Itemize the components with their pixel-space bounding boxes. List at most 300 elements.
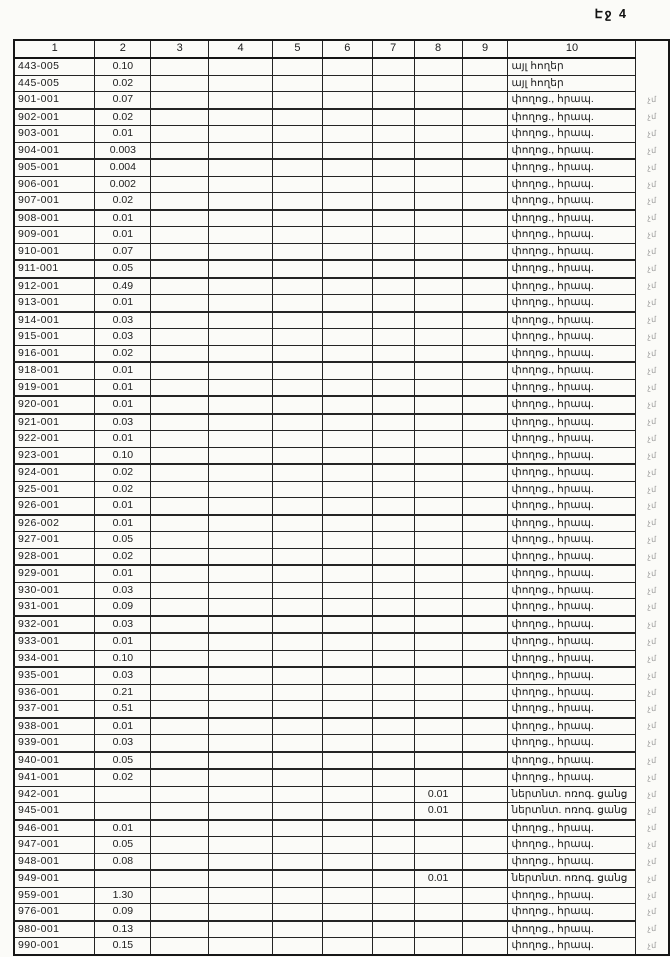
margin-mark: չմ: [636, 92, 669, 109]
cell-parcel-code: 904-001: [14, 142, 95, 159]
cell-empty: [209, 481, 273, 498]
table-row: [14, 921, 669, 938]
cell-empty: [372, 803, 414, 820]
cell-empty: [462, 159, 508, 176]
table-row: [14, 616, 669, 634]
margin-mark: չմ: [636, 481, 669, 498]
cell-empty: [322, 312, 372, 329]
cell-area-value: 0.03: [95, 312, 151, 329]
cell-empty: [372, 667, 414, 684]
cell-irrigation-value: [414, 599, 462, 616]
cell-parcel-code: 916-001: [14, 345, 95, 362]
column-header-7: 7: [372, 40, 414, 58]
header-row: [14, 40, 669, 58]
cell-land-use: փողոց., հրապ.: [508, 718, 636, 735]
cell-area-value: 0.05: [95, 752, 151, 770]
cell-empty: [209, 447, 273, 464]
cell-irrigation-value: [414, 227, 462, 244]
cell-parcel-code: 901-001: [14, 92, 95, 109]
cell-empty: [322, 870, 372, 887]
cell-empty: [209, 599, 273, 616]
cell-empty: [322, 684, 372, 701]
cell-parcel-code: 911-001: [14, 260, 95, 278]
cell-empty: [372, 853, 414, 870]
cell-area-value: 0.01: [95, 210, 151, 227]
cell-parcel-code: 920-001: [14, 396, 95, 414]
cell-empty: [372, 362, 414, 379]
cell-parcel-code: 919-001: [14, 379, 95, 396]
cell-empty: [151, 464, 209, 481]
table-row: [14, 210, 669, 227]
cell-empty: [209, 548, 273, 565]
cell-parcel-code: 933-001: [14, 633, 95, 650]
cell-land-use: փողոց., հրապ.: [508, 616, 636, 634]
margin-mark: չմ: [636, 295, 669, 312]
cell-empty: [209, 126, 273, 143]
cell-empty: [209, 498, 273, 515]
cell-parcel-code: 928-001: [14, 548, 95, 565]
cell-empty: [209, 515, 273, 532]
cell-empty: [322, 193, 372, 210]
cell-empty: [462, 565, 508, 582]
cell-empty: [273, 616, 323, 634]
table-row: [14, 345, 669, 362]
cell-empty: [151, 362, 209, 379]
cell-parcel-code: 915-001: [14, 329, 95, 346]
cell-irrigation-value: [414, 735, 462, 752]
table-body: [14, 58, 669, 955]
cell-area-value: 0.03: [95, 329, 151, 346]
cell-land-use: փողոց., հրապ.: [508, 599, 636, 616]
cell-empty: [151, 227, 209, 244]
cell-empty: [273, 735, 323, 752]
margin-mark: չմ: [636, 735, 669, 752]
cell-area-value: 0.02: [95, 193, 151, 210]
cell-empty: [322, 633, 372, 650]
cell-empty: [209, 701, 273, 718]
cell-empty: [462, 126, 508, 143]
cell-area-value: [95, 803, 151, 820]
cell-empty: [209, 803, 273, 820]
cell-empty: [462, 498, 508, 515]
cell-empty: [322, 752, 372, 770]
cell-empty: [273, 904, 323, 921]
cell-empty: [372, 599, 414, 616]
cell-land-use: փողոց., հրապ.: [508, 92, 636, 109]
cell-empty: [273, 176, 323, 193]
cell-irrigation-value: [414, 633, 462, 650]
cell-irrigation-value: [414, 582, 462, 599]
cell-empty: [322, 243, 372, 260]
cell-parcel-code: 949-001: [14, 870, 95, 887]
cell-empty: [151, 752, 209, 770]
cell-empty: [462, 464, 508, 481]
cell-empty: [372, 58, 414, 75]
cell-empty: [372, 464, 414, 481]
cell-empty: [322, 260, 372, 278]
cell-area-value: 0.01: [95, 515, 151, 532]
table-row: [14, 904, 669, 921]
cell-empty: [273, 210, 323, 227]
cell-empty: [462, 362, 508, 379]
cell-parcel-code: 909-001: [14, 227, 95, 244]
cell-parcel-code: 980-001: [14, 921, 95, 938]
table-row: [14, 329, 669, 346]
cell-empty: [372, 633, 414, 650]
cell-area-value: 0.003: [95, 142, 151, 159]
cell-empty: [151, 278, 209, 295]
table-row: [14, 379, 669, 396]
margin-mark: չմ: [636, 853, 669, 870]
cell-area-value: 0.03: [95, 667, 151, 684]
cell-empty: [151, 92, 209, 109]
cell-land-use: փողոց., հրապ.: [508, 887, 636, 904]
cell-empty: [322, 921, 372, 938]
cell-empty: [462, 109, 508, 126]
cell-empty: [322, 396, 372, 414]
cell-empty: [273, 786, 323, 803]
cell-empty: [151, 904, 209, 921]
cell-empty: [151, 532, 209, 549]
cell-empty: [273, 329, 323, 346]
table-row: [14, 92, 669, 109]
cell-irrigation-value: [414, 278, 462, 295]
cell-empty: [151, 650, 209, 667]
margin-mark: չմ: [636, 414, 669, 431]
cell-parcel-code: 936-001: [14, 684, 95, 701]
cell-empty: [372, 498, 414, 515]
cell-area-value: 0.09: [95, 904, 151, 921]
cell-empty: [372, 329, 414, 346]
cell-empty: [462, 260, 508, 278]
column-header-3: 3: [151, 40, 209, 58]
margin-mark: չմ: [636, 176, 669, 193]
cell-land-use: փողոց., հրապ.: [508, 565, 636, 582]
cell-empty: [151, 633, 209, 650]
cell-empty: [322, 159, 372, 176]
column-header-9: 9: [462, 40, 508, 58]
cell-area-value: 0.03: [95, 414, 151, 431]
cell-parcel-code: 912-001: [14, 278, 95, 295]
cell-land-use: փողոց., հրապ.: [508, 295, 636, 312]
cell-area-value: 0.03: [95, 582, 151, 599]
cell-empty: [462, 803, 508, 820]
margin-mark: չմ: [636, 904, 669, 921]
cell-empty: [273, 278, 323, 295]
cell-empty: [209, 718, 273, 735]
cell-empty: [462, 227, 508, 244]
cell-empty: [273, 938, 323, 955]
cell-empty: [322, 820, 372, 837]
cell-irrigation-value: [414, 159, 462, 176]
margin-mark: չմ: [636, 769, 669, 786]
margin-mark: չմ: [636, 565, 669, 582]
cell-parcel-code: 445-005: [14, 75, 95, 92]
margin-mark: չմ: [636, 159, 669, 176]
cell-parcel-code: 905-001: [14, 159, 95, 176]
cell-area-value: 0.002: [95, 176, 151, 193]
cell-land-use: փողոց., հրապ.: [508, 109, 636, 126]
cell-empty: [151, 921, 209, 938]
cell-empty: [273, 464, 323, 481]
cell-empty: [372, 414, 414, 431]
cell-empty: [372, 565, 414, 582]
cell-area-value: 0.03: [95, 735, 151, 752]
cell-parcel-code: 914-001: [14, 312, 95, 329]
cell-empty: [209, 667, 273, 684]
cell-empty: [273, 718, 323, 735]
cell-area-value: 0.51: [95, 701, 151, 718]
cell-empty: [209, 176, 273, 193]
cell-irrigation-value: [414, 938, 462, 955]
cell-empty: [151, 329, 209, 346]
cell-empty: [273, 870, 323, 887]
cell-area-value: 0.01: [95, 718, 151, 735]
cell-empty: [372, 447, 414, 464]
cell-area-value: 0.01: [95, 126, 151, 143]
cell-empty: [273, 227, 323, 244]
cell-irrigation-value: [414, 396, 462, 414]
margin-mark: չմ: [636, 650, 669, 667]
margin-mark: չմ: [636, 396, 669, 414]
cell-irrigation-value: [414, 752, 462, 770]
cell-empty: [372, 75, 414, 92]
cell-land-use: փողոց., հրապ.: [508, 481, 636, 498]
cell-land-use: փողոց., հրապ.: [508, 414, 636, 431]
cell-empty: [273, 431, 323, 448]
cell-area-value: 0.07: [95, 92, 151, 109]
cell-empty: [322, 938, 372, 955]
cell-empty: [151, 379, 209, 396]
cell-empty: [372, 312, 414, 329]
cell-irrigation-value: [414, 58, 462, 75]
cell-empty: [322, 58, 372, 75]
cell-empty: [151, 396, 209, 414]
cell-parcel-code: 938-001: [14, 718, 95, 735]
cell-parcel-code: 976-001: [14, 904, 95, 921]
cell-empty: [462, 193, 508, 210]
cell-area-value: 0.01: [95, 396, 151, 414]
cell-empty: [322, 295, 372, 312]
cell-irrigation-value: [414, 684, 462, 701]
cell-empty: [322, 904, 372, 921]
column-header-8: 8: [414, 40, 462, 58]
cell-empty: [462, 312, 508, 329]
table-row: [14, 75, 669, 92]
cell-land-use: փողոց., հրապ.: [508, 345, 636, 362]
cell-irrigation-value: [414, 243, 462, 260]
margin-mark: չմ: [636, 142, 669, 159]
cell-irrigation-value: 0.01: [414, 786, 462, 803]
cell-empty: [462, 532, 508, 549]
cell-empty: [273, 921, 323, 938]
cell-empty: [372, 260, 414, 278]
cadastral-table: [13, 39, 670, 956]
table-row: [14, 159, 669, 176]
table-row: [14, 633, 669, 650]
cell-irrigation-value: [414, 142, 462, 159]
table-row: [14, 599, 669, 616]
column-header-5: 5: [273, 40, 323, 58]
cell-empty: [372, 650, 414, 667]
cell-empty: [322, 498, 372, 515]
cell-parcel-code: 942-001: [14, 786, 95, 803]
cell-empty: [322, 227, 372, 244]
cell-area-value: 0.08: [95, 853, 151, 870]
cell-empty: [209, 193, 273, 210]
column-header-10: 10: [508, 40, 636, 58]
margin-mark: [636, 75, 669, 92]
cell-empty: [151, 548, 209, 565]
margin-mark: [636, 58, 669, 75]
cell-empty: [209, 227, 273, 244]
table-row: [14, 752, 669, 770]
cell-land-use: փողոց., հրապ.: [508, 904, 636, 921]
cell-parcel-code: 907-001: [14, 193, 95, 210]
cell-empty: [209, 769, 273, 786]
cell-parcel-code: 929-001: [14, 565, 95, 582]
cell-irrigation-value: [414, 498, 462, 515]
cell-area-value: 0.07: [95, 243, 151, 260]
margin-mark: չմ: [636, 921, 669, 938]
cell-empty: [462, 278, 508, 295]
cell-parcel-code: 902-001: [14, 109, 95, 126]
cell-irrigation-value: [414, 481, 462, 498]
cell-empty: [322, 278, 372, 295]
cell-irrigation-value: [414, 532, 462, 549]
cell-empty: [372, 176, 414, 193]
cell-empty: [322, 616, 372, 634]
cell-empty: [462, 921, 508, 938]
cell-land-use: փողոց., հրապ.: [508, 650, 636, 667]
cell-empty: [151, 498, 209, 515]
cell-land-use: փողոց., հրապ.: [508, 210, 636, 227]
cell-empty: [462, 837, 508, 854]
cell-empty: [462, 616, 508, 634]
cell-empty: [151, 176, 209, 193]
cell-empty: [462, 379, 508, 396]
cell-empty: [151, 684, 209, 701]
cell-empty: [209, 633, 273, 650]
table-row: [14, 481, 669, 498]
margin-mark: չմ: [636, 515, 669, 532]
margin-mark: չմ: [636, 870, 669, 887]
cell-empty: [322, 582, 372, 599]
cell-empty: [273, 260, 323, 278]
cell-land-use: փողոց., հրապ.: [508, 379, 636, 396]
cell-parcel-code: 932-001: [14, 616, 95, 634]
cell-empty: [209, 295, 273, 312]
margin-mark: չմ: [636, 464, 669, 481]
cell-empty: [151, 109, 209, 126]
margin-mark: չմ: [636, 329, 669, 346]
margin-mark: չմ: [636, 938, 669, 955]
cell-empty: [209, 58, 273, 75]
cell-empty: [322, 532, 372, 549]
table-row: [14, 582, 669, 599]
cell-empty: [462, 938, 508, 955]
cell-empty: [372, 820, 414, 837]
cell-empty: [372, 548, 414, 565]
cell-land-use: փողոց., հրապ.: [508, 633, 636, 650]
cell-land-use: փողոց., հրապ.: [508, 532, 636, 549]
cell-area-value: 0.01: [95, 362, 151, 379]
cell-area-value: 0.01: [95, 633, 151, 650]
cell-empty: [151, 481, 209, 498]
table-row: [14, 464, 669, 481]
cell-empty: [151, 718, 209, 735]
cell-empty: [462, 295, 508, 312]
cell-empty: [151, 837, 209, 854]
cell-land-use: փողոց., հրապ.: [508, 769, 636, 786]
cell-empty: [151, 820, 209, 837]
cell-area-value: 0.01: [95, 820, 151, 837]
column-header-1: 1: [14, 40, 95, 58]
cell-empty: [372, 718, 414, 735]
cell-empty: [372, 616, 414, 634]
cell-empty: [151, 126, 209, 143]
cell-irrigation-value: [414, 447, 462, 464]
cell-empty: [151, 58, 209, 75]
cell-empty: [209, 278, 273, 295]
table-row: [14, 193, 669, 210]
margin-mark: չմ: [636, 820, 669, 837]
cell-irrigation-value: [414, 379, 462, 396]
cell-empty: [462, 515, 508, 532]
cell-empty: [209, 921, 273, 938]
cell-irrigation-value: [414, 565, 462, 582]
cell-empty: [462, 752, 508, 770]
cell-irrigation-value: [414, 718, 462, 735]
cell-empty: [322, 210, 372, 227]
table-row: [14, 532, 669, 549]
cell-empty: [372, 142, 414, 159]
cell-irrigation-value: [414, 853, 462, 870]
cell-empty: [273, 532, 323, 549]
margin-mark: չմ: [636, 345, 669, 362]
cell-land-use: այլ հողեր: [508, 58, 636, 75]
cell-empty: [462, 650, 508, 667]
cell-parcel-code: 990-001: [14, 938, 95, 955]
cell-empty: [273, 193, 323, 210]
cell-irrigation-value: [414, 210, 462, 227]
cell-empty: [462, 210, 508, 227]
cell-land-use: փողոց., հրապ.: [508, 684, 636, 701]
cell-empty: [372, 126, 414, 143]
cell-empty: [462, 904, 508, 921]
cell-parcel-code: 937-001: [14, 701, 95, 718]
cell-empty: [209, 159, 273, 176]
cell-empty: [151, 735, 209, 752]
table-row: [14, 684, 669, 701]
cell-empty: [209, 582, 273, 599]
cell-parcel-code: 959-001: [14, 887, 95, 904]
table-row: [14, 227, 669, 244]
cell-empty: [462, 414, 508, 431]
cell-empty: [273, 820, 323, 837]
cell-empty: [151, 243, 209, 260]
cell-land-use: փողոց., հրապ.: [508, 548, 636, 565]
cell-area-value: 0.01: [95, 431, 151, 448]
cell-empty: [209, 362, 273, 379]
margin-mark: չմ: [636, 701, 669, 718]
cell-irrigation-value: [414, 515, 462, 532]
cell-empty: [372, 582, 414, 599]
cell-area-value: [95, 786, 151, 803]
cell-empty: [322, 414, 372, 431]
cell-empty: [322, 599, 372, 616]
cell-empty: [322, 329, 372, 346]
